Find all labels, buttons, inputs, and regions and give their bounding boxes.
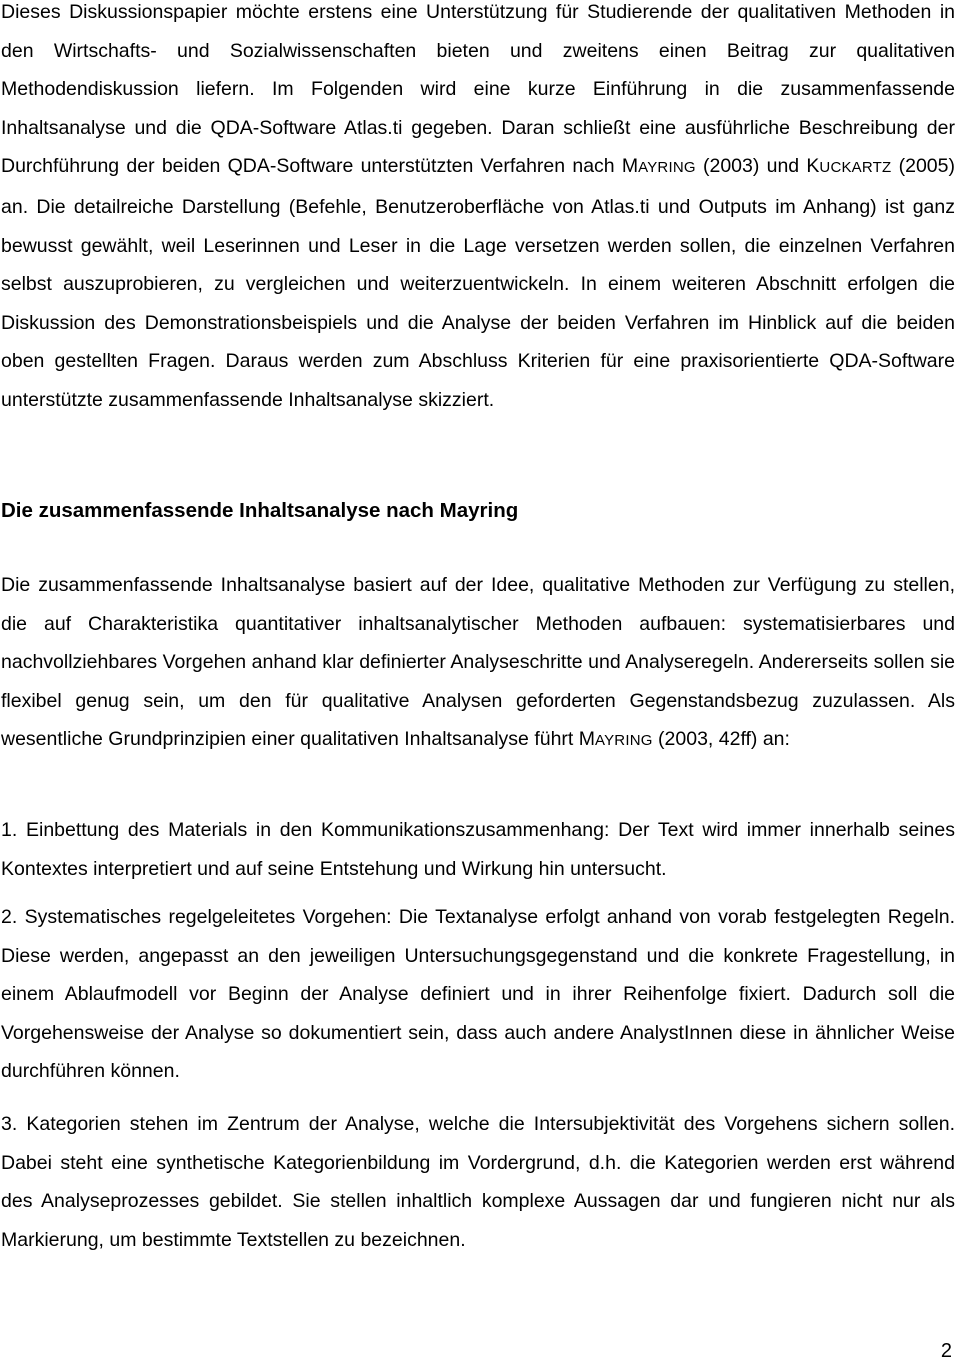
principle-item-1: 1. Einbettung des Materials in den Kommunikationszusammenhang: Der Text wird immer innerhalb seines Kontextes interpretiert und auf seine Entstehung und Wirkung hin untersucht. bbox=[1, 819, 955, 880]
intro-paragraph bbox=[1, 0, 955, 420]
section-heading: Die zusammenfassende Inhaltsanalyse nach Mayring bbox=[1, 499, 519, 522]
section-intro-end: (2003, 42ff) an: bbox=[652, 728, 790, 751]
author-mayring-smallcaps: AYRING bbox=[638, 159, 696, 177]
section-mayring-initial: M bbox=[578, 728, 596, 751]
author-kuckartz-smallcaps: UCKARTZ bbox=[819, 159, 892, 177]
page-number: 2 bbox=[940, 1340, 952, 1362]
intro-text-3: (2005) an. Die detailreiche Darstellung (Befehle, Benutzeroberfläche von Atlas.ti und Outputs im Anhang) ist ganz bewusst gewählt, weil Leserinnen und Leser in die Lage versetzen werden sollen, die einzelnen Verfahren selbst auszuprobieren, zu vergleichen und weiterzuentwickeln. In einem weiteren Abschnitt erfolgen die Diskussion des Demonstrationsbeispiels und die Analyse der beiden Verfahren im Hinblick auf die beiden oben gestellten Fragen. Daraus werden zum Abschluss Kriterien für eine praxisorientierte QDA-Software unterstützte zusammenfassende Inhaltsanalyse skizziert. bbox=[1, 155, 955, 411]
section-mayring-smallcaps: AYRING bbox=[595, 732, 653, 750]
section-intro-text: Die zusammenfassende Inhaltsanalyse basiert auf der Idee, qualitative Methoden zur Verfügung zu stellen, die auf Charakteristika quantitativer inhaltsanalytischer Methoden aufbauen: systematisierbares und nachvollziehbares Vorgehen anhand klar definierter Analyseschritte und Analyseregeln. Andererseits sollen sie flexibel genug sein, um den für qualitative Analysen geforderten Gegenstandsbezug zuzulassen. Als wesentliche Grundprinzipien einer qualitativen Inhaltsanalyse führt bbox=[1, 574, 955, 751]
section-intro-paragraph bbox=[1, 566, 955, 761]
intro-text-2: (2003) und bbox=[695, 155, 807, 178]
author-mayring-initial: M bbox=[621, 155, 639, 178]
principle-item-3: 3. Kategorien stehen im Zentrum der Analyse, welche die Intersubjektivität des Vorgehens sichern sollen. Dabei steht eine synthetische Kategorienbildung im Vordergrund, d.h. die Kategorien werden erst während des Analyseprozesses gebildet. Sie stellen inhaltlich komplexe Aussagen dar und fungieren nicht nur als Markierung, um bestimmte Textstellen zu bezeichnen. bbox=[1, 1113, 955, 1251]
intro-text-1: Dieses Diskussionspapier möchte erstens eine Unterstützung für Studierende der qualitativen Methoden in den Wirtschafts- und Sozialwissenschaften bieten und zweitens einen Beitrag zur qualitativen Methodendiskussion liefern. Im Folgenden wird eine kurze Einführung in die zusammenfassende Inhaltsanalyse und die QDA-Software Atlas.ti gegeben. Daran schließt eine ausführliche Beschreibung der Durchführung der beiden QDA-Software unterstützten Verfahren nach bbox=[1, 1, 955, 178]
author-kuckartz-initial: K bbox=[806, 155, 820, 178]
principle-item-2: 2. Systematisches regelgeleitetes Vorgehen: Die Textanalyse erfolgt anhand von vorab festgelegten Regeln. Diese werden, angepasst an den jeweiligen Untersuchungsgegenstand und die konkrete Fragestellung, in einem Ablaufmodell vor Beginn der Analyse definiert und in ihrer Reihenfolge fixiert. Dadurch soll die Vorgehensweise der Analyse so dokumentiert sein, dass auch andere AnalystInnen diese in ähnlicher Weise durchführen können. bbox=[1, 906, 955, 1083]
